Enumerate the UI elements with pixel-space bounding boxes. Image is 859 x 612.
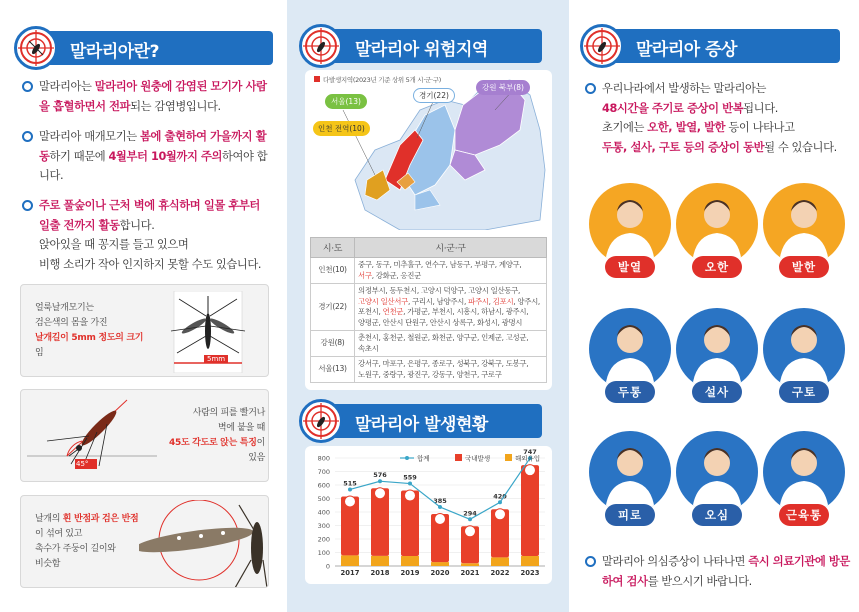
text: , 양주시, [513, 296, 540, 306]
person-icon [589, 308, 671, 390]
mosquito-target-icon [14, 26, 58, 70]
scale-label: 5mm [204, 355, 228, 363]
data-label-total: 420 [493, 492, 507, 501]
data-label-total: 747 [523, 448, 537, 457]
box-text [35, 512, 145, 572]
bullet-icon [585, 83, 596, 94]
text: 등이 나타나고 [725, 121, 795, 134]
text: 우리나라에서 발생하는 말라리아는 [602, 82, 767, 95]
table-row [311, 357, 547, 383]
text: 벽에 붙을 때 [217, 423, 265, 433]
highlight-text: 고양시 일산서구 [358, 296, 408, 306]
bar-overseas [521, 556, 539, 566]
text: 날개의 [35, 514, 63, 524]
bullet-icon [22, 131, 33, 142]
x-tick-label: 2017 [340, 569, 360, 577]
symptom-label-diarrhea: 설사 [692, 381, 742, 403]
text: , [488, 296, 493, 306]
table-cell-sido: 인천(10) [311, 258, 355, 284]
section-title: 말라리아 위험지역 [355, 40, 488, 60]
info-box-angle [20, 389, 269, 482]
map-label-gangwon: 강원 북부(8) [476, 80, 530, 95]
bar-overseas [401, 556, 419, 566]
section-header-what-is-malaria [20, 31, 273, 65]
bar-domestic [521, 465, 539, 556]
table-cell-areas [355, 258, 547, 284]
point-total [348, 487, 352, 491]
symptom-label-muscle-pain: 근육통 [779, 504, 829, 526]
x-tick-label: 2020 [430, 569, 450, 577]
table-cell-areas [355, 357, 547, 383]
mosquito-badge-icon [405, 490, 416, 501]
person-icon [763, 183, 845, 265]
highlight-text: 주로 풀숲이나 근처 벽에 휴식하며 일몰 후부터 일출 전까지 활동 [39, 199, 260, 232]
text: 될 수 있습니다. [764, 140, 837, 154]
person-icon [763, 431, 845, 513]
map-label-incheon: 인천 전역(10) [313, 121, 370, 136]
section-title: 말라리아 증상 [636, 40, 737, 60]
y-tick-label: 800 [317, 454, 330, 463]
point-total [468, 517, 472, 521]
table-header: 시·도 [311, 238, 355, 258]
symptom-illustration-fever [589, 183, 671, 265]
highlight-text: 오한, 발열, 발한 [647, 121, 726, 134]
info-box-size [20, 284, 269, 377]
section-header-incidence [305, 404, 542, 438]
legend-swatch-overseas [505, 454, 512, 461]
x-tick-label: 2023 [520, 569, 540, 577]
x-tick-label: 2022 [490, 569, 510, 577]
highlight-text: 두통, 설사, 구토 등의 증상이 동반 [602, 140, 765, 154]
incidence-chart [305, 446, 552, 584]
text: 하여야 합니다. [39, 149, 268, 182]
highlight-text: 48시간을 주기로 증상이 반복 [602, 101, 744, 115]
info-box-wings [20, 495, 269, 588]
highlight-text: 날개길이 5mm 정도의 크기 [35, 333, 144, 343]
person-icon [763, 308, 845, 390]
table-row [311, 284, 547, 331]
text: , 강화군, 옹진군 [371, 270, 421, 280]
table-row [311, 258, 547, 284]
table-cell-areas [355, 331, 547, 357]
y-tick-label: 400 [317, 508, 330, 517]
bar-overseas [341, 555, 359, 566]
highlight-text: 서구 [358, 270, 372, 280]
table-cell-sido: 경기(22) [311, 284, 355, 331]
mosquito-angle-illustration [27, 396, 157, 478]
bullet-icon [585, 556, 596, 567]
text: , 가평군, 부천시, 시흥시, 하남시, 광주시, [403, 307, 529, 316]
paragraph-symptom-cycle [585, 79, 855, 157]
data-label-total: 385 [433, 497, 447, 506]
y-tick-label: 0 [325, 562, 330, 571]
text: 초기에는 [602, 121, 648, 134]
section-title: 말라리아 발생현황 [355, 415, 488, 435]
paragraph-advice [585, 552, 855, 591]
symptom-illustration-headache [589, 308, 671, 390]
text: 되는 감염병입니다. [130, 99, 221, 113]
person-icon [589, 431, 671, 513]
table-cell-sido: 강원(8) [311, 331, 355, 357]
highlight-text: 45도 각도로 앉는 특징 [169, 438, 257, 448]
mosquito-badge-icon [435, 514, 446, 525]
map-label-seoul: 서울(13) [325, 94, 367, 109]
mosquito-badge-icon [465, 526, 476, 537]
highlight-text: 파주시 [468, 296, 489, 306]
data-label-total: 294 [463, 509, 477, 518]
point-total [438, 505, 442, 509]
text: 강서구, 마포구, 은평구, 종로구, 성북구, 강북구, 도봉구, [358, 359, 529, 368]
point-total [378, 479, 382, 483]
symptom-illustration-muscle-pain [763, 431, 845, 513]
highlight-text: 김포시 [492, 296, 514, 306]
y-tick-label: 600 [317, 481, 330, 490]
text: 양평군, 안산시 단원구, 안산시 상록구, 화성시, 광명시 [358, 317, 523, 327]
highlight-text: 즉시 의료기관에 방문하여 검사 [602, 555, 850, 588]
y-tick-label: 100 [317, 549, 330, 557]
text: 사람의 피를 빨거나 [192, 408, 265, 418]
text: 춘천시, 홍천군, 철원군, 화천군, 양구군, 인제군, 고성군, [358, 333, 529, 342]
mosquito-target-icon [580, 24, 624, 68]
bar-overseas [461, 563, 479, 566]
data-label-total: 515 [343, 479, 357, 488]
point-total [498, 500, 502, 504]
paragraph-definition [22, 77, 272, 116]
text: 포천시, [358, 307, 383, 316]
text: 비행 소리가 작아 인지하지 못할 수도 있습니다. [39, 257, 262, 271]
text: 이 있음 [248, 438, 265, 463]
bullet-icon [22, 200, 33, 211]
paragraph-season [22, 127, 272, 186]
mosquito-target-icon [299, 24, 343, 68]
symptom-illustration-chills [676, 183, 758, 265]
text: 이 섞여 있고 [35, 529, 83, 539]
symptom-label-headache: 두통 [605, 381, 655, 403]
table-cell-areas [355, 284, 547, 331]
table-row [311, 331, 547, 357]
symptom-illustration-sweating [763, 183, 845, 265]
text: 하기 때문에 [49, 149, 109, 163]
incidence-chart-card [305, 446, 552, 584]
mosquito-badge-icon [345, 496, 356, 507]
x-tick-label: 2018 [370, 569, 390, 577]
box-text [165, 406, 265, 466]
symptom-illustration-nausea [676, 431, 758, 513]
symptom-illustration-diarrhea [676, 308, 758, 390]
legend-swatch-domestic [455, 454, 462, 461]
y-tick-label: 700 [317, 468, 330, 476]
bar-overseas [371, 556, 389, 566]
text: 촉수가 주둥이 길이와 [35, 544, 116, 554]
symptom-label-sweating: 발한 [779, 256, 829, 278]
bar-overseas [491, 557, 509, 566]
y-tick-label: 300 [317, 522, 330, 530]
legend-text: 다발생지역(2023년 기준 상위 5개 시·군·구) [323, 76, 441, 84]
risk-map-card [305, 70, 552, 390]
text: 앉아있을 때 꽁지를 들고 있으며 [39, 238, 189, 251]
paragraph-habits [22, 196, 272, 274]
box-text [35, 301, 145, 361]
text: 의정부시, 동두천시, 고양시 덕양구, 고양시 일산동구, [358, 286, 521, 295]
mosquito-badge-icon [495, 509, 506, 520]
legend-label: 합계 [417, 454, 430, 463]
bullet-icon [22, 81, 33, 92]
text: 말라리아 의심증상이 나타나면 [602, 555, 749, 568]
person-icon [676, 183, 758, 265]
text: 임 [35, 348, 44, 358]
panel-what-is-malaria [0, 0, 287, 612]
text: 말라리아는 [39, 80, 95, 93]
section-title: 말라리아란? [70, 42, 159, 62]
table-cell-sido: 서울(13) [311, 357, 355, 383]
highlight-text: 4월부터 10월까지 주의 [108, 149, 223, 163]
text: 중구, 동구, 미추홀구, 연수구, 남동구, 부평구, 계양구, [358, 260, 522, 269]
text: 속초시 [358, 343, 379, 353]
legend-swatch-total-dot [405, 456, 409, 460]
point-total [408, 482, 412, 486]
mosquito-wing-closeup-illustration [139, 500, 269, 588]
map-label-gyeonggi: 경기(22) [413, 88, 455, 103]
symptom-label-fever: 발열 [605, 256, 655, 278]
panel-risk-area [287, 0, 569, 612]
highlight-text: 말라리아 원충에 감염된 모기가 사람을 흡혈하면서 전파 [39, 80, 267, 113]
text: 얼룩날개모기는 [35, 303, 94, 313]
data-label-total: 559 [403, 473, 417, 482]
person-icon [676, 431, 758, 513]
highlight-text: 봄에 출현하여 가을까지 활동 [39, 130, 267, 163]
x-tick-label: 2021 [460, 569, 480, 577]
text: 검은색의 몸을 가진 [35, 318, 108, 328]
person-icon [589, 183, 671, 265]
text: 됩니다. [743, 101, 778, 115]
section-header-risk-area [305, 29, 542, 63]
y-tick-label: 500 [317, 495, 330, 503]
mosquito-target-icon [299, 399, 343, 443]
bar-overseas [431, 562, 449, 566]
legend-label: 국내발생 [465, 454, 491, 463]
risk-area-table [310, 237, 547, 383]
legend-label: 해외유입 [515, 454, 541, 463]
mosquito-badge-icon [375, 488, 386, 499]
angle-label: 45° [76, 460, 89, 468]
symptom-label-fatigue: 피로 [605, 504, 655, 526]
section-header-symptoms [586, 29, 840, 63]
symptom-label-chills: 오한 [692, 256, 742, 278]
symptom-illustration-fatigue [589, 431, 671, 513]
text: 노원구, 중랑구, 광진구, 강동구, 양천구, 구로구 [358, 369, 502, 379]
text: 비슷함 [35, 559, 61, 569]
mosquito-badge-icon [525, 465, 536, 476]
highlight-text: 연천군 [382, 307, 404, 316]
data-label-total: 576 [373, 471, 387, 480]
person-icon [676, 308, 758, 390]
panel-symptoms [569, 0, 859, 612]
text: 말라리아 매개모기는 [39, 130, 140, 143]
y-tick-label: 200 [317, 535, 330, 544]
text: 를 받으시기 바랍니다. [647, 574, 752, 588]
symptom-label-vomiting: 구토 [779, 381, 829, 403]
symptom-label-nausea: 오심 [692, 504, 742, 526]
highlight-text: 흰 반점과 검은 반점 [62, 514, 139, 524]
text: , 구리시, 남양주시, [407, 296, 469, 306]
text: 합니다. [119, 218, 155, 232]
x-tick-label: 2019 [400, 569, 420, 577]
table-header: 시·군·구 [355, 238, 547, 258]
symptom-illustration-vomiting [763, 308, 845, 390]
